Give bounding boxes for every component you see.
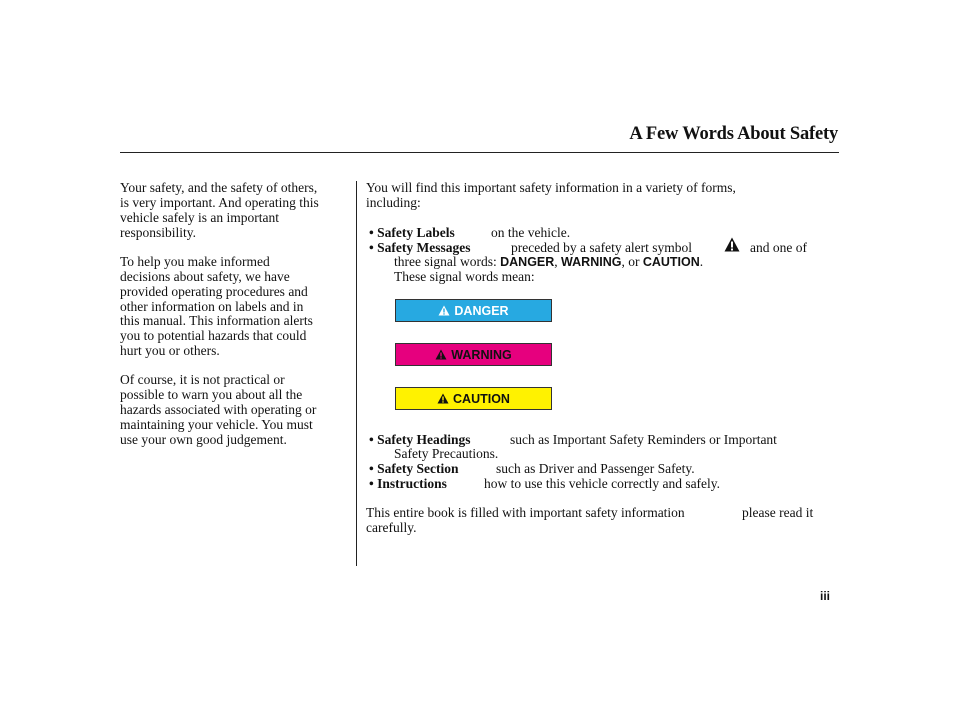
page-title: A Few Words About Safety <box>629 124 838 144</box>
warning-label <box>395 343 552 366</box>
caution-label <box>395 387 552 410</box>
warning-triangle-icon <box>435 349 447 360</box>
left-p2-line6: you to potential hazards that could <box>120 328 307 343</box>
closing-line2: carefully. <box>366 520 417 535</box>
signal-word-caution: CAUTION <box>642 255 700 269</box>
left-p1-line1: Your safety, and the safety of others, <box>120 180 318 195</box>
signal-words-comma: , <box>554 254 562 269</box>
signal-word-danger: DANGER <box>500 255 555 269</box>
warning-label-text: WARNING <box>451 347 512 362</box>
left-p2-line1: To help you make informed <box>120 254 270 269</box>
caution-label-text: CAUTION <box>453 391 510 406</box>
signal-word-warning: WARNING <box>561 255 622 269</box>
signal-words-prefix: three signal words: <box>394 254 501 269</box>
left-p3-line1: Of course, it is not practical or <box>120 372 285 387</box>
signal-words-line <box>394 255 703 270</box>
left-p3-line5: use your own good judgement. <box>120 432 287 447</box>
signal-words-or: , or <box>621 254 643 269</box>
bullet-safety-section-desc: such as Driver and Passenger Safety. <box>496 461 695 476</box>
left-p1-line4: responsibility. <box>120 225 196 240</box>
title-rule <box>120 152 839 153</box>
intro-line2: including: <box>366 195 421 210</box>
danger-label-text: DANGER <box>454 303 509 318</box>
warning-triangle-icon <box>438 305 450 316</box>
bullet-instructions-term: • Instructions <box>369 476 447 491</box>
left-p3-line2: possible to warn you about all the <box>120 387 303 402</box>
intro-line1: You will find this important safety information in a variety of forms, <box>366 180 736 195</box>
bullet-safety-headings-desc: such as Important Safety Reminders or Important <box>510 432 777 447</box>
page-number: iii <box>820 589 831 603</box>
bullet-instructions-desc: how to use this vehicle correctly and safely. <box>484 476 721 491</box>
bullet-safety-headings-desc2: Safety Precautions. <box>394 446 499 461</box>
bullet-safety-messages-term: • Safety Messages <box>369 240 471 255</box>
left-p1-line3: vehicle safely is an important <box>120 210 279 225</box>
warning-triangle-icon <box>437 393 449 404</box>
bullet-safety-labels-term: • Safety Labels <box>369 225 455 240</box>
left-p2-line5: this manual. This information alerts <box>120 313 313 328</box>
column-divider <box>356 181 357 566</box>
signal-words-period: . <box>699 254 704 269</box>
bullet-safety-labels-desc: on the vehicle. <box>491 225 571 240</box>
left-p2-line4: other information on labels and in <box>120 299 304 314</box>
danger-label <box>395 299 552 322</box>
bullet-safety-messages-desc-tail: and one of <box>750 240 807 255</box>
left-p2-line3: provided operating procedures and <box>120 284 308 299</box>
closing-line1-part1: This entire book is filled with important safety information <box>366 505 685 520</box>
left-p1-line2: is very important. And operating this <box>120 195 319 210</box>
bullet-safety-headings-term: • Safety Headings <box>369 432 471 447</box>
warning-triangle-icon <box>724 237 740 252</box>
left-p3-line3: hazards associated with operating or <box>120 402 317 417</box>
bullet-safety-section-term: • Safety Section <box>369 461 459 476</box>
left-p2-line2: decisions about safety, we have <box>120 269 290 284</box>
closing-line1-part2: please read it <box>742 505 814 520</box>
bullet-safety-messages-desc: preceded by a safety alert symbol <box>511 240 693 255</box>
left-p2-line7: hurt you or others. <box>120 343 220 358</box>
left-p3-line4: maintaining your vehicle. You must <box>120 417 313 432</box>
signal-words-mean-line: These signal words mean: <box>394 269 535 284</box>
